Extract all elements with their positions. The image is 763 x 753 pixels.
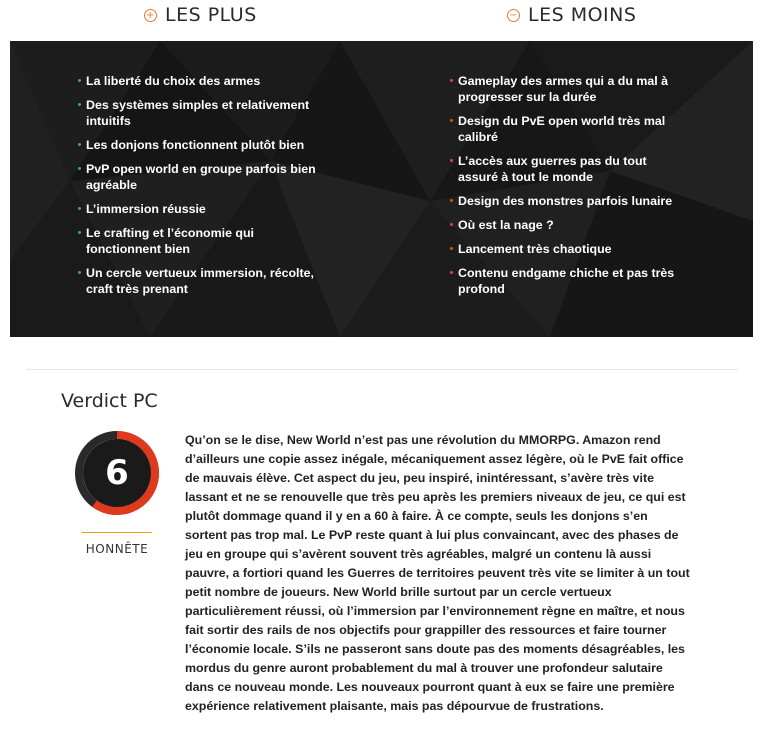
pros-item: PvP open world en groupe parfois bien agréable xyxy=(78,161,323,193)
cons-item: Design des monstres parfois lunaire xyxy=(450,193,680,209)
pros-heading xyxy=(144,4,257,26)
cons-title: LES MOINS xyxy=(528,4,637,26)
score-label: HONNÊTE xyxy=(85,542,149,556)
verdict-text: Qu’on se le dise, New World n’est pas une révolution du MMORPG. Amazon rend d’ailleurs une copie assez inégale, mécaniquement assez légère, où le PvE fait office de mauvais élève. Cet aspect du jeu, peu inspiré, inintéressant, s’avère très vite lassant et ne se renouvelle que très peu après les premiers niveaux de jeu, ce qui est plutôt dommage quand il y en a 60 à faire. À ce compte, seuls les donjons s’en sortent pas trop mal. Le PvP reste quant à lui plus convaincant, avec des phases de jeu en groupe qui s’avèrent souvent très agréables, malgré un contenu là aussi pauvre, a fortiori quand les Guerres de territoires peuvent très vite se limiter à un tout petit nombre de joueurs. New World brille surtout par un cercle vertueux particulièrement réussi, où l’immersion par l’environnement règne en maître, et nous fait sortir des rails de nos objectifs pour grappiller des ressources et faire tourner l’économie locale. S’ils ne passeront sans doute pas des moments désagréables, les mordus du genre auront probablement du mal à trouver une profondeur salutaire dans ce nouveau monde. Les nouveaux pourront quant à eux se faire une première expérience relativement plaisante, mais pas dépourvue de frustrations. xyxy=(185,433,690,713)
pros-item: La liberté du choix des armes xyxy=(78,73,323,89)
section-divider xyxy=(26,369,738,370)
bullet-icon xyxy=(78,207,81,210)
bullet-icon xyxy=(78,103,81,106)
score-gauge xyxy=(74,430,160,516)
cons-list xyxy=(450,73,680,305)
cons-item: Gameplay des armes qui a du mal à progresser sur la durée xyxy=(450,73,680,105)
bullet-icon xyxy=(78,231,81,234)
bullet-icon xyxy=(450,271,453,274)
pros-item: Un cercle vertueux immersion, récolte, craft très prenant xyxy=(78,265,323,297)
bullet-icon xyxy=(78,143,81,146)
score-underline xyxy=(82,532,152,533)
pros-item: Les donjons fonctionnent plutôt bien xyxy=(78,137,323,153)
bullet-icon xyxy=(450,79,453,82)
cons-item: Contenu endgame chiche et pas très profond xyxy=(450,265,680,297)
minus-circle-icon: − xyxy=(507,9,520,22)
bullet-icon xyxy=(78,271,81,274)
bullet-icon xyxy=(78,79,81,82)
cons-item: Où est la nage ? xyxy=(450,217,680,233)
pros-cons-panel xyxy=(10,41,753,337)
bullet-icon xyxy=(450,159,453,162)
score-value: 6 xyxy=(105,453,129,493)
cons-item: Lancement très chaotique xyxy=(450,241,680,257)
cons-heading xyxy=(507,4,636,26)
pros-list xyxy=(78,73,323,305)
pros-item: Le crafting et l’économie qui fonctionnent bien xyxy=(78,225,323,257)
bullet-icon xyxy=(450,119,453,122)
pros-item: L’immersion réussie xyxy=(78,201,323,217)
pros-cons-header xyxy=(0,0,763,40)
pros-item: Des systèmes simples et relativement intuitifs xyxy=(78,97,323,129)
cons-item: Design du PvE open world très mal calibré xyxy=(450,113,680,145)
bullet-icon xyxy=(450,247,453,250)
verdict-title: Verdict PC xyxy=(61,390,158,412)
bullet-icon xyxy=(450,199,453,202)
pros-title: LES PLUS xyxy=(165,4,257,26)
plus-circle-icon: + xyxy=(144,9,157,22)
bullet-icon xyxy=(78,167,81,170)
cons-item: L’accès aux guerres pas du tout assuré à tout le monde xyxy=(450,153,680,185)
bullet-icon xyxy=(450,223,453,226)
